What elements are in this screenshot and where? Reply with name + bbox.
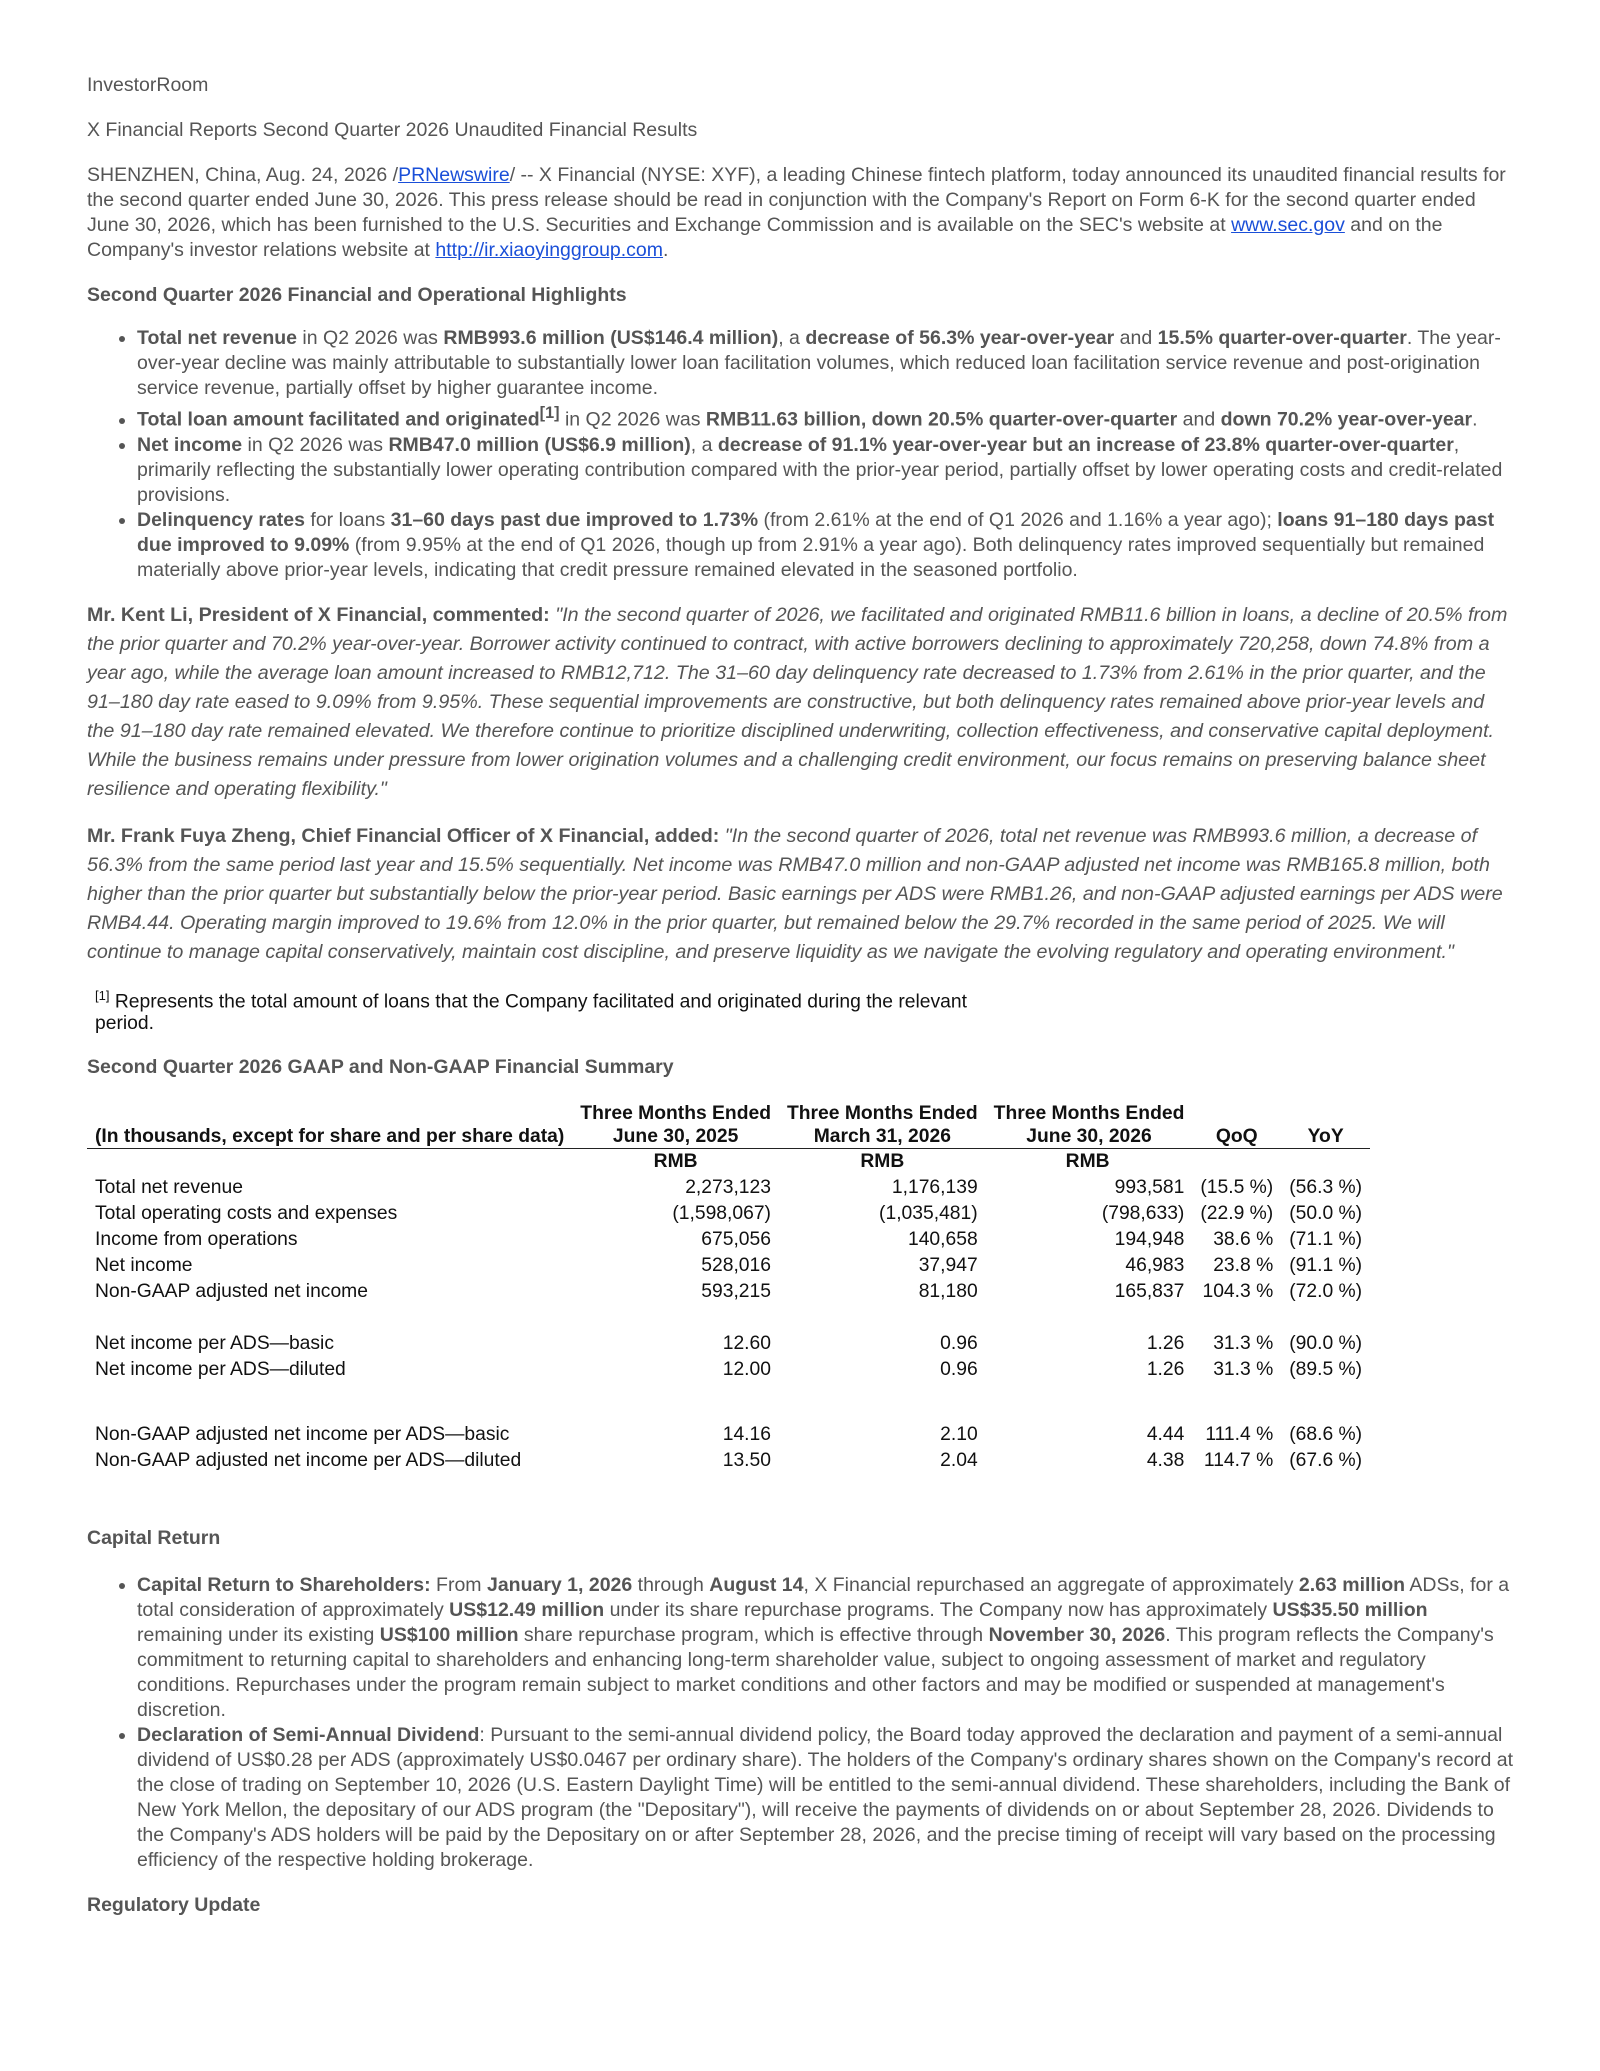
- cell-value: (91.1 %): [1289, 1254, 1363, 1276]
- cell-value: 2,273,123: [685, 1176, 771, 1198]
- list-item: • Net income in Q2 2026 was RMB47.0 million (US$6.9 million), a decrease of 91.1% year-over-year but an increase of 23.8% quarter-over-quarter, primarily reflecting the substantially lower operating contribution compared with the prior-year period, partially offset by lower operating costs and credit-related provisions.: [137, 433, 1515, 508]
- cell-value: 675,056: [701, 1228, 771, 1250]
- table-body: [87, 1331, 1370, 1383]
- column-header: (In thousands, except for share and per share data): [87, 1102, 572, 1149]
- column-header: YoY: [1281, 1102, 1370, 1149]
- list-item: • Delinquency rates for loans 31–60 days past due improved to 1.73% (from 2.61% at the end of Q1 2026 and 1.16% a year ago); loans 91–180 days past due improved to 9.09% (from 9.95% at the end of Q1 2026, though up from 2.91% a year ago). Both delinquency rates improved sequentially but remained materially above prior-year levels, indicating that credit pressure remained elevated in the seasoned portfolio.: [137, 508, 1515, 583]
- cell-value: 1.26: [1146, 1332, 1185, 1354]
- cell-value: (798,633): [1101, 1202, 1185, 1224]
- cfo-quote: Mr. Frank Fuya Zheng, Chief Financial Officer of X Financial, added: "In the second quarter of 2026, total net revenue was RMB993.6 million, a decrease of 56.3% from the same period last year and 15.5% sequentially. Net income was RMB47.0 million and non-GAAP adjusted net income was RMB165.8 million, both higher than the prior quarter but substantially below the prior-year period. Basic earnings per ADS were RMB1.26, and non-GAAP adjusted earnings per ADS were RMB4.44. Operating margin improved to 19.6% from 12.0% in the prior quarter, but remained below the 29.7% recorded in the same period of 2025. We will continue to manage capital conservatively, maintain cost discipline, and preserve liquidity as we navigate the evolving regulatory and operating environment.": [87, 824, 1503, 963]
- cell-value: (1,035,481): [879, 1202, 978, 1224]
- cell-value: (67.6 %): [1289, 1449, 1363, 1471]
- row-label: Non-GAAP adjusted net income per ADS—diluted: [95, 1449, 522, 1471]
- cell-value: (68.6 %): [1289, 1423, 1363, 1445]
- prnewswire-link[interactable]: PRNewswire: [398, 164, 510, 186]
- cell-value: 4.44: [1146, 1423, 1185, 1445]
- column-header: Three Months Ended March 31, 2026: [779, 1102, 986, 1149]
- row-label: Income from operations: [95, 1228, 298, 1250]
- table-row: [87, 1331, 1370, 1357]
- cell-value: 114.7 %: [1203, 1449, 1274, 1471]
- row-label: Net income: [95, 1254, 193, 1276]
- cell-value: (1,598,067): [672, 1202, 771, 1224]
- currency-row: RMB RMB RMB: [653, 1150, 1110, 1172]
- regulatory-heading: Regulatory Update: [87, 1893, 261, 1916]
- cell-value: 1,176,139: [891, 1176, 978, 1198]
- cell-value: 13.50: [722, 1449, 771, 1471]
- cell-value: (15.5 %): [1200, 1176, 1274, 1198]
- ir-link[interactable]: http://ir.xiaoyinggroup.com: [435, 239, 664, 261]
- list-item: • Total net revenue in Q2 2026 was RMB993.6 million (US$146.4 million), a decrease of 56.3% year-over-year and 15.5% quarter-over-quarter. The year-over-year decline was mainly attributable to substantially lower loan facilitation volumes, which reduced loan facilitation service revenue and post-origination service revenue, partially offset by higher guarantee income.: [137, 326, 1515, 401]
- cell-value: 12.00: [722, 1358, 771, 1380]
- summary-heading: Second Quarter 2026 GAAP and Non-GAAP Financial Summary: [87, 1055, 674, 1078]
- cell-value: 0.96: [940, 1332, 978, 1354]
- cell-value: 528,016: [701, 1254, 771, 1276]
- cell-value: (89.5 %): [1289, 1358, 1363, 1380]
- cell-value: 593,215: [701, 1280, 771, 1302]
- intro-paragraph: SHENZHEN, China, Aug. 24, 2026 /PRNewswire/ -- X Financial (NYSE: XYF), a leading Chinese fintech platform, today announced its unaudited financial results for the second quarter ended June 30, 2026. This press release should be read in conjunction with the Company's Report on Form 6-K for the second quarter ended June 30, 2026, which has been furnished to the U.S. Securities and Exchange Commission and is available on the SEC's website at www.sec.gov and on the Company's investor relations website at http://ir.xiaoyinggroup.com.: [87, 164, 1506, 261]
- cell-value: 2.04: [940, 1449, 978, 1471]
- site-name: InvestorRoom: [87, 74, 209, 96]
- cell-value: 194,948: [1114, 1228, 1185, 1250]
- row-label: Non-GAAP adjusted net income per ADS—basic: [95, 1423, 510, 1445]
- row-label: Non-GAAP adjusted net income: [95, 1280, 368, 1302]
- cell-value: 31.3 %: [1213, 1332, 1274, 1354]
- table-row: [87, 1448, 1370, 1474]
- row-label: Total operating costs and expenses: [95, 1202, 398, 1224]
- row-label: Total net revenue: [95, 1176, 243, 1198]
- table-row: [87, 1175, 1370, 1201]
- cell-value: 14.16: [722, 1423, 771, 1445]
- cell-value: (56.3 %): [1289, 1176, 1363, 1198]
- row-label: Net income per ADS—basic: [95, 1332, 334, 1354]
- cell-value: 81,180: [918, 1280, 978, 1302]
- table-row: [87, 1227, 1370, 1253]
- cell-value: 37,947: [918, 1254, 978, 1276]
- table-header-row: [87, 1102, 1370, 1149]
- list-item: • Total loan amount facilitated and originated[1] in Q2 2026 was RMB11.63 billion, down 20.5% quarter-over-quarter and down 70.2% year-over-year.: [137, 401, 1515, 433]
- table-body: [87, 1422, 1370, 1474]
- column-header: QoQ: [1192, 1102, 1281, 1149]
- table-body: [87, 1175, 1370, 1305]
- cell-value: 23.8 %: [1213, 1254, 1274, 1276]
- list-item: • Declaration of Semi-Annual Dividend: Pursuant to the semi-annual dividend policy, the Board today approved the declaration and payment of a semi-annual dividend of US$0.28 per ADS (approximately US$0.0467 per ordinary share). The holders of the Company's ordinary shares shown on the Company's record at the close of trading on September 10, 2026 (U.S. Eastern Daylight Time) will be entitled to the semi-annual dividend. These shareholders, including the Bank of New York Mellon, the depositary of our ADS program (the "Depositary"), will receive the payments of dividends on or about September 28, 2026. Dividends to the Company's ADS holders will be paid by the Depositary on or after September 28, 2026, and the precise timing of receipt will vary based on the processing efficiency of the respective holding brokerage.: [137, 1723, 1515, 1873]
- financial-summary-table: [87, 1102, 1370, 1474]
- cell-value: 140,658: [907, 1228, 978, 1250]
- cell-value: 0.96: [940, 1358, 978, 1380]
- column-header: Three Months Ended June 30, 2025: [572, 1102, 779, 1149]
- list-item: • Capital Return to Shareholders: From January 1, 2026 through August 14, X Financial repurchased an aggregate of approximately 2.63 million ADSs, for a total consideration of approximately US$12.49 million under its share repurchase programs. The Company now has approximately US$35.50 million remaining under its existing US$100 million share repurchase program, which is effective through November 30, 2026. This program reflects the Company's commitment to returning capital to shareholders and enhancing long-term shareholder value, subject to ongoing assessment of market and regulatory conditions. Repurchases under the program remain subject to market conditions and other factors and may be modified or suspended at management's discretion.: [137, 1573, 1515, 1723]
- capital-list: [87, 1573, 1515, 1873]
- cell-value: 111.4 %: [1205, 1423, 1274, 1445]
- cell-value: 104.3 %: [1202, 1280, 1274, 1302]
- table-row: [87, 1253, 1370, 1279]
- cell-value: 12.60: [722, 1332, 771, 1354]
- table-row: [87, 1201, 1370, 1227]
- cell-value: 1.26: [1146, 1358, 1185, 1380]
- highlights-list: [87, 326, 1515, 583]
- footnote: [1] Represents the total amount of loans that the Company facilitated and originated during the relevant period.: [95, 987, 967, 1034]
- cell-value: (50.0 %): [1289, 1202, 1363, 1224]
- cell-value: (71.1 %): [1289, 1228, 1363, 1250]
- table-row: [87, 1357, 1370, 1383]
- highlights-heading: Second Quarter 2026 Financial and Operational Highlights: [87, 284, 627, 306]
- table-row: [87, 1422, 1370, 1448]
- column-header: Three Months Ended June 30, 2026: [986, 1102, 1193, 1149]
- capital-return-heading: Capital Return: [87, 1526, 221, 1549]
- cell-value: (90.0 %): [1289, 1332, 1363, 1354]
- cell-value: (72.0 %): [1289, 1280, 1363, 1302]
- cell-value: 4.38: [1146, 1449, 1185, 1471]
- cell-value: 38.6 %: [1213, 1228, 1274, 1250]
- cell-value: 2.10: [940, 1423, 978, 1445]
- cell-value: (22.9 %): [1200, 1202, 1274, 1224]
- sec-link[interactable]: www.sec.gov: [1231, 214, 1345, 236]
- president-quote: Mr. Kent Li, President of X Financial, commented: "In the second quarter of 2026, we facilitated and originated RMB11.6 billion in loans, a decline of 20.5% from the prior quarter and 70.2% year-over-year. Borrower activity continued to contract, with active borrowers declining to approximately 720,258, down 74.8% from a year ago, while the average loan amount increased to RMB12,712. The 31–60 day delinquency rate decreased to 1.73% from 2.61% in the prior quarter, and the 91–180 day rate eased to 9.09% from 9.95%. These sequential improvements are constructive, but both delinquency rates remained above prior-year levels and the 91–180 day rate remained elevated. We therefore continue to prioritize disciplined underwriting, collection effectiveness, and conservative capital deployment. While the business remains under pressure from lower origination volumes and a challenging credit environment, our focus remains on preserving balance sheet resilience and operating flexibility.": [87, 603, 1508, 800]
- cell-value: 31.3 %: [1213, 1358, 1274, 1380]
- cell-value: 165,837: [1114, 1280, 1185, 1302]
- row-label: Net income per ADS—diluted: [95, 1358, 346, 1380]
- table-row: [87, 1279, 1370, 1305]
- page-title: X Financial Reports Second Quarter 2026 Unaudited Financial Results: [87, 119, 698, 141]
- cell-value: 46,983: [1125, 1254, 1185, 1276]
- cell-value: 993,581: [1114, 1176, 1185, 1198]
